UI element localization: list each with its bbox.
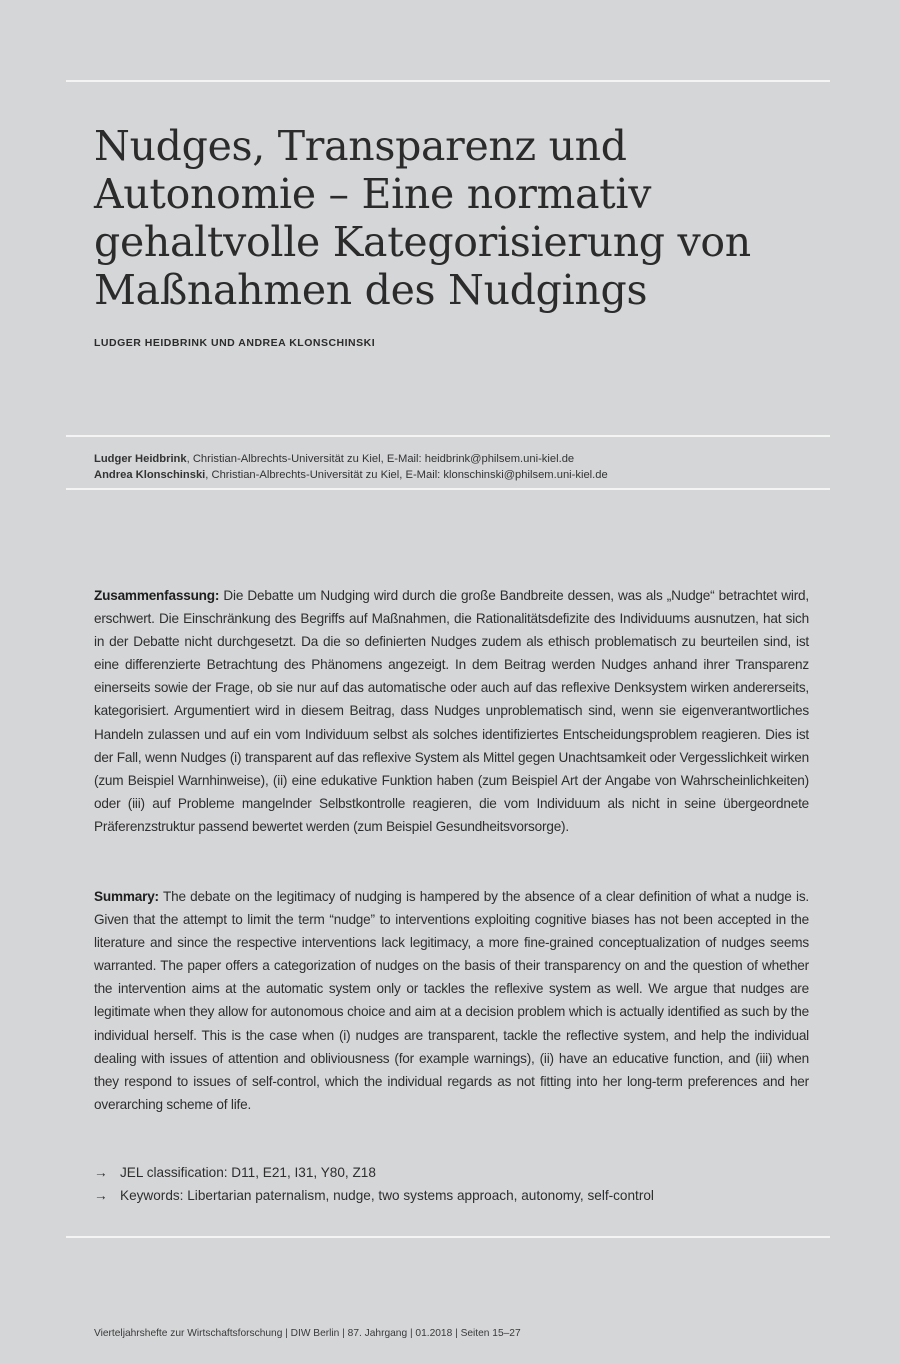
summary-text: The debate on the legitimacy of nudging is hampered by the absence of a clear definition of what a nudge is. Given that the attempt to limit the term “nudge” to interventions exploiting cognitive biases has not been accepted in the literature and since the respective interventions lack legitimacy, a more fine-grained conceptualization of nudges seems warranted. The paper offers a categorization of nudges on the basis of their transparency on and the question of whether the intervention aims at the automatic system only or tackles the reflexive system as well. We argue that nudges are legitimate when they allow for autonomous choice and aim at a decision problem which is actually identified as such by the individual herself. This is the case when (i) nudges are transparent, tackle the reflective system, and help the individual dealing with issues of attention and obliviousness (for example warnings), (ii) have an educative function, and (iii) when they respond to issues of self-control, which the individual regards as not fitting into her long-term preferences and her overarching scheme of life. — [94, 889, 809, 1112]
arrow-right-icon: → — [94, 1165, 108, 1180]
affiliation-bottom-rule — [66, 488, 830, 490]
zusammenfassung-paragraph — [94, 584, 809, 838]
summary-label: Summary: — [94, 889, 159, 904]
summary-paragraph — [94, 885, 809, 1116]
zusammenfassung-label: Zusammenfassung: — [94, 588, 220, 603]
arrow-right-icon: → — [94, 1188, 108, 1203]
classification-list — [94, 1161, 809, 1207]
jel-classification: → JEL classification: D11, E21, I31, Y80, Z18 — [94, 1161, 809, 1184]
zusammenfassung-text: Die Debatte um Nudging wird durch die große Bandbreite dessen, was als „Nudge“ betrachtet wird, erschwert. Die Einschränkung des Begriffs auf Maßnahmen, die Rationalitätsdefizite des Individuums ausnutzen, hat sich in der Debatte nicht durchgesetzt. Da die so definierten Nudges zudem als ethisch problematisch zu beurteilen sind, ist eine differenzierte Betrachtung des Phänomens angezeigt. In dem Beitrag werden Nudges anhand ihrer Transparenz einerseits sowie der Frage, ob sie nur auf das automatische oder auch auf das reflexive Denksystem wirken andererseits, kategorisiert. Argumentiert wird in diesem Beitrag, dass Nudges unproblematisch sind, wenn sie eigenverantwortliches Handeln zulassen und auf ein vom Individuum selbst als solches identifiziertes Entscheidungsproblem reagieren. Dies ist der Fall, wenn Nudges (i) transparent auf das reflexive System als Mittel gegen Unachtsamkeit oder Vergesslichkeit wirken (zum Beispiel Warnhinweise), (ii) eine edukative Funktion haben (zum Beispiel Art der Angabe von Wahrscheinlichkeiten) oder (iii) auf Probleme mangelnder Selbstkontrolle reagieren, die vom Individuum als nicht in seine übergeordnete Präferenzstruktur passend bewertet werden (zum Beispiel Gesundheitsvorsorge). — [94, 588, 809, 834]
top-rule — [66, 80, 830, 82]
article-title: Nudges, Transparenz und Autonomie – Eine normativ gehaltvolle Kategorisierung von Maßnahmen des Nudgings — [94, 122, 751, 314]
bottom-rule — [66, 1236, 830, 1238]
journal-footer: Vierteljahrshefte zur Wirtschaftsforschung | DIW Berlin | 87. Jahrgang | 01.2018 | Seiten 15–27 — [94, 1328, 521, 1339]
authors-line: LUDGER HEIDBRINK UND ANDREA KLONSCHINSKI — [94, 337, 376, 349]
affiliation-1: Ludger Heidbrink, Christian-Albrechts-Universität zu Kiel, E-Mail: heidbrink@philsem.uni-kiel.de — [94, 453, 575, 465]
affiliations — [94, 451, 814, 483]
affiliation-2: Andrea Klonschinski, Christian-Albrechts-Universität zu Kiel, E-Mail: klonschinski@philsem.uni-kiel.de — [94, 469, 608, 481]
affiliation-top-rule — [66, 435, 830, 437]
keywords: → Keywords: Libertarian paternalism, nudge, two systems approach, autonomy, self-control — [94, 1184, 809, 1207]
